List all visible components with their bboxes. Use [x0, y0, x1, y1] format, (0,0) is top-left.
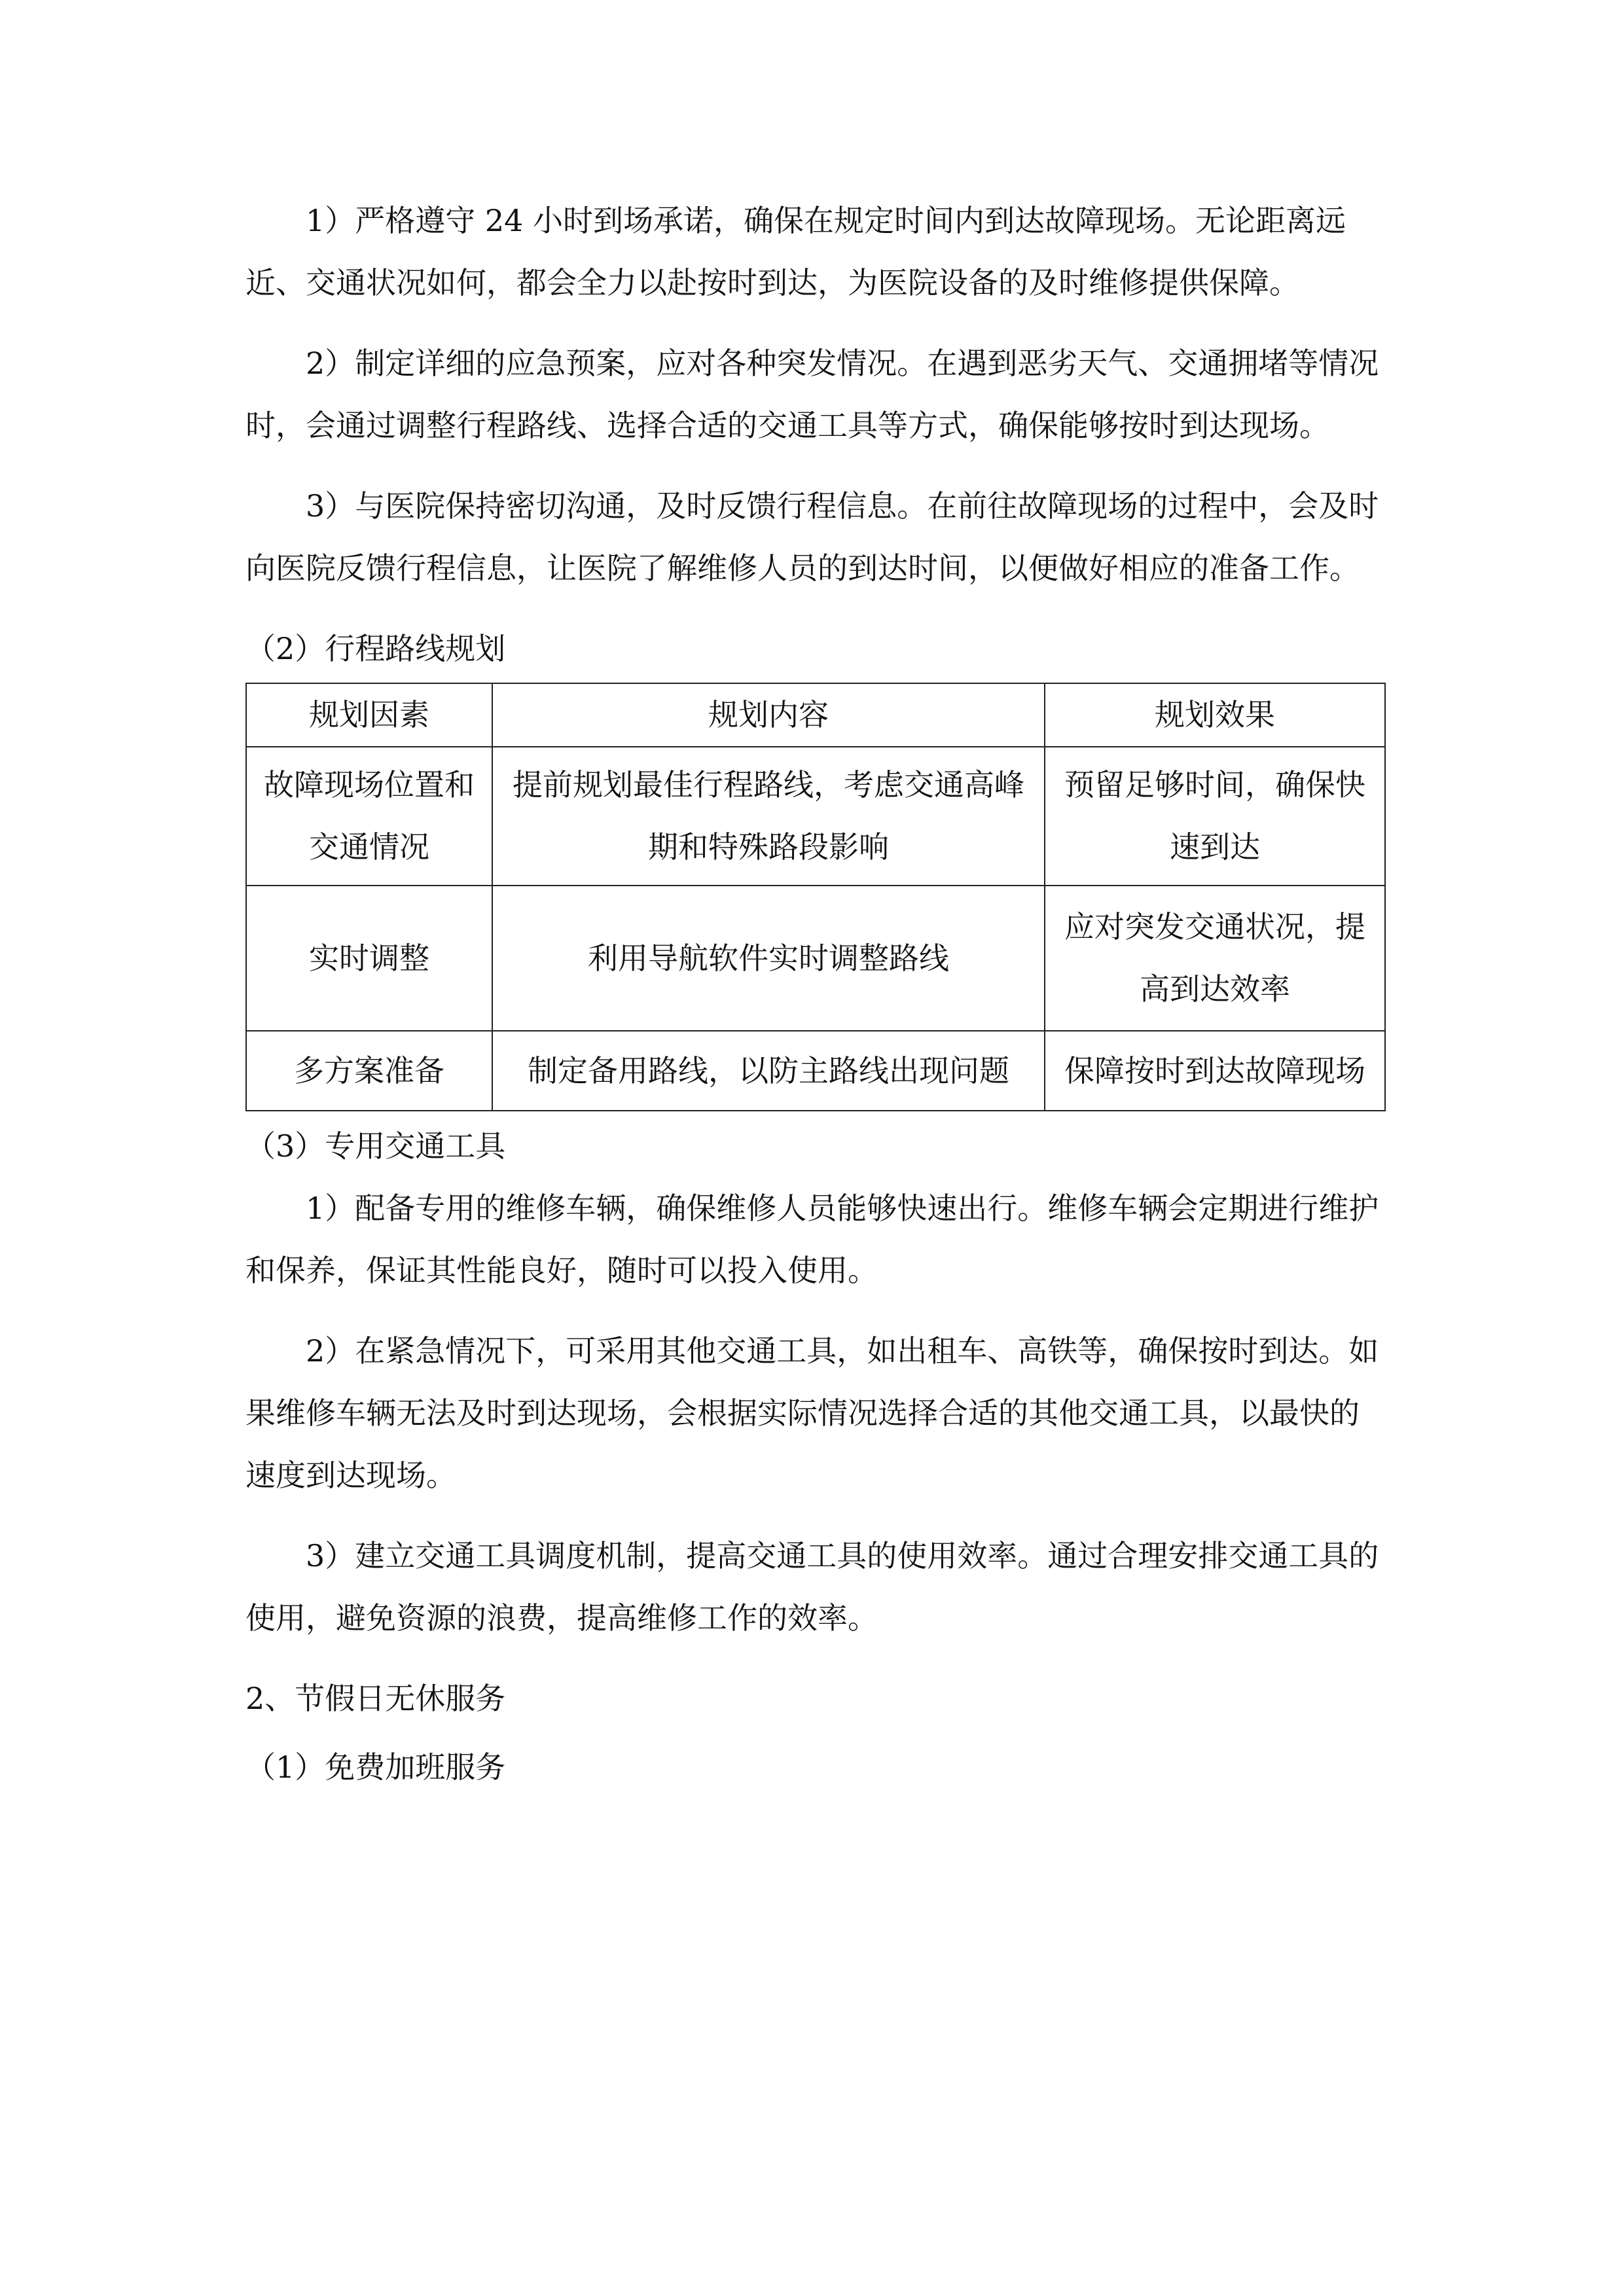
table-cell: 实时调整	[246, 886, 492, 1031]
table-cell: 故障现场位置和交通情况	[246, 747, 492, 886]
table-cell: 应对突发交通状况，提高到达效率	[1045, 886, 1385, 1031]
document-body	[245, 190, 1384, 1799]
table-row	[246, 886, 1385, 1031]
table-cell: 利用导航软件实时调整路线	[492, 886, 1045, 1031]
table-header-cell: 规划内容	[492, 683, 1045, 747]
route-planning-table	[245, 683, 1386, 1111]
table-header-cell: 规划效果	[1045, 683, 1385, 747]
table-row	[246, 1031, 1385, 1111]
table-cell: 提前规划最佳行程路线，考虑交通高峰期和特殊路段影响	[492, 747, 1045, 886]
route-planning-heading: （2）行程路线规划	[245, 631, 506, 666]
table-cell: 保障按时到达故障现场	[1045, 1031, 1385, 1111]
holiday-subheading: （1）免费加班服务	[245, 1749, 506, 1785]
table-header-row	[246, 683, 1385, 747]
table-cell: 制定备用路线，以防主路线出现问题	[492, 1031, 1045, 1111]
table-cell: 多方案准备	[246, 1031, 492, 1111]
table-cell: 预留足够时间，确保快速到达	[1045, 747, 1385, 886]
paragraph-4: 1）配备专用的维修车辆，确保维修人员能够快速出行。维修车辆会定期进行维护和保养，保证其性能良好，随时可以投入使用。	[245, 1191, 1379, 1288]
transport-heading: （3）专用交通工具	[245, 1128, 506, 1164]
holiday-heading: 2、节假日无休服务	[245, 1681, 506, 1716]
paragraph-6: 3）建立交通工具调度机制，提高交通工具的使用效率。通过合理安排交通工具的使用，避免资源的浪费，提高维修工作的效率。	[245, 1538, 1379, 1636]
table-header-cell: 规划因素	[246, 683, 492, 747]
paragraph-5: 2）在紧急情况下，可采用其他交通工具，如出租车、高铁等，确保按时到达。如果维修车辆无法及时到达现场，会根据实际情况选择合适的其他交通工具，以最快的速度到达现场。	[245, 1333, 1379, 1493]
paragraph-2: 2）制定详细的应急预案，应对各种突发情况。在遇到恶劣天气、交通拥堵等情况时，会通过调整行程路线、选择合适的交通工具等方式，确保能够按时到达现场。	[245, 346, 1379, 443]
paragraph-3: 3）与医院保持密切沟通，及时反馈行程信息。在前往故障现场的过程中，会及时向医院反馈行程信息，让医院了解维修人员的到达时间，以便做好相应的准备工作。	[245, 488, 1379, 586]
paragraph-1: 1）严格遵守 24 小时到场承诺，确保在规定时间内到达故障现场。无论距离远近、交通状况如何，都会全力以赴按时到达，为医院设备的及时维修提供保障。	[245, 203, 1346, 300]
table-row	[246, 747, 1385, 886]
